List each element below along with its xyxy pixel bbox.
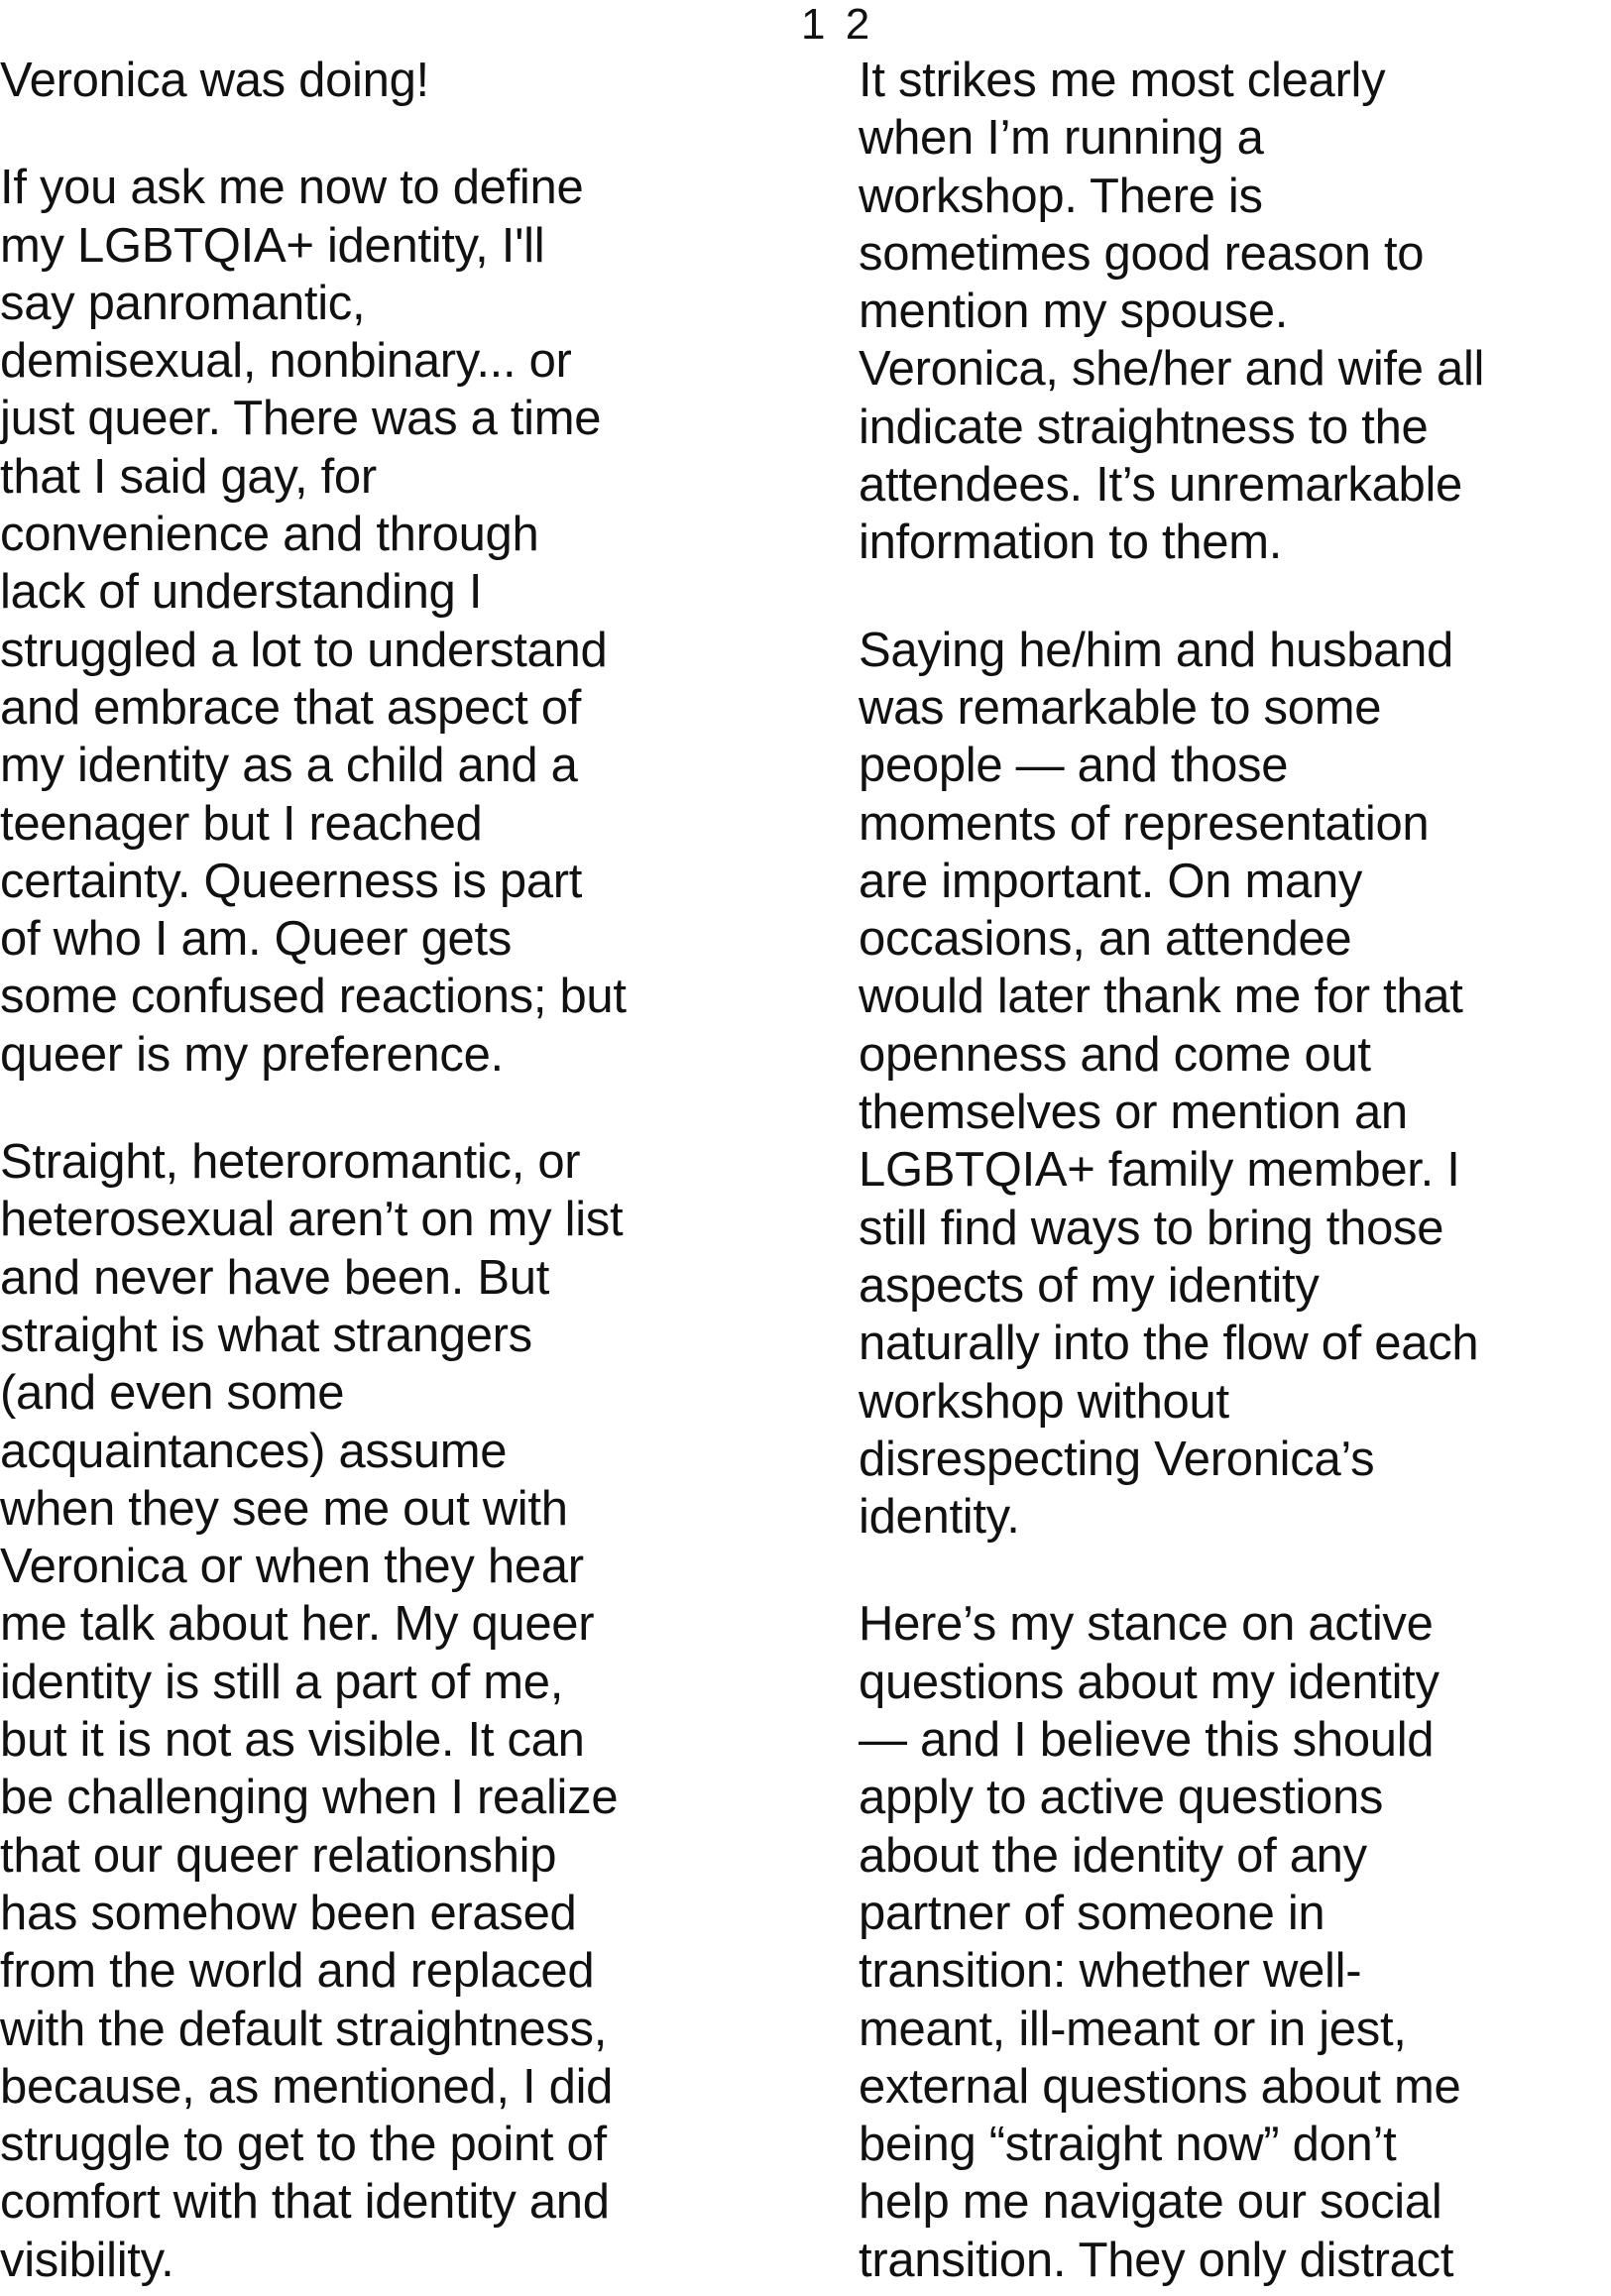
left-paragraph-2: If you ask me now to define my LGBTQIA+ identity, I'll say panromantic, demisexual, nonbinary... or just queer. There was a time that I said gay, for convenience and through lack of understanding I struggled a lot to understand and embrace that aspect of my identity as a child and a teenager but I reached certainty. Queerness is part of who I am. Queer gets some confused reactions; but queer is my preference. [0,161,627,1082]
right-paragraph-2: Saying he/him and husband was remarkable to some people — and those moments of representation are important. On many occasions, an attendee would later thank me for that openness and come out themselves or mention an LGBTQIA+ family member. I still find ways to bring those aspects of my identity naturally into the flow of each workshop without disrespecting Veronica’s identity. [859,623,1479,1545]
right-paragraph-1: It strikes me most clearly when I’m running a workshop. There is sometimes good reason to mention my spouse. Veronica, she/her and wife all indicate straightness to the attendees. It’s unremarkable information to them. [859,54,1485,570]
left-paragraph-1: Veronica was doing! [0,54,429,107]
page-numbers: 1 2 [801,0,874,49]
left-column [0,52,783,2296]
right-column [859,52,1611,2296]
right-paragraph-3: Here’s my stance on active questions about my identity — and I believe this should apply to active questions about the identity of any partner of someone in transition: whether well- meant, ill-meant or in jest, external questions about me being “straight now” don’t help me navigate our social transition. They only distract [859,1597,1461,2287]
left-paragraph-3: Straight, heteroromantic, or heterosexual aren’t on my list and never have been. But straight is what strangers (and even some acquaintances) assume when they see me out with Veronica or when they hear me talk about her. My queer identity is still a part of me, but it is not as visible. It can be challenging when I realize that our queer relationship has somehow been erased from the world and replaced with the default straightness, because, as mentioned, I did struggle to get to the point of comfort with that identity and visibility. [0,1135,624,2287]
